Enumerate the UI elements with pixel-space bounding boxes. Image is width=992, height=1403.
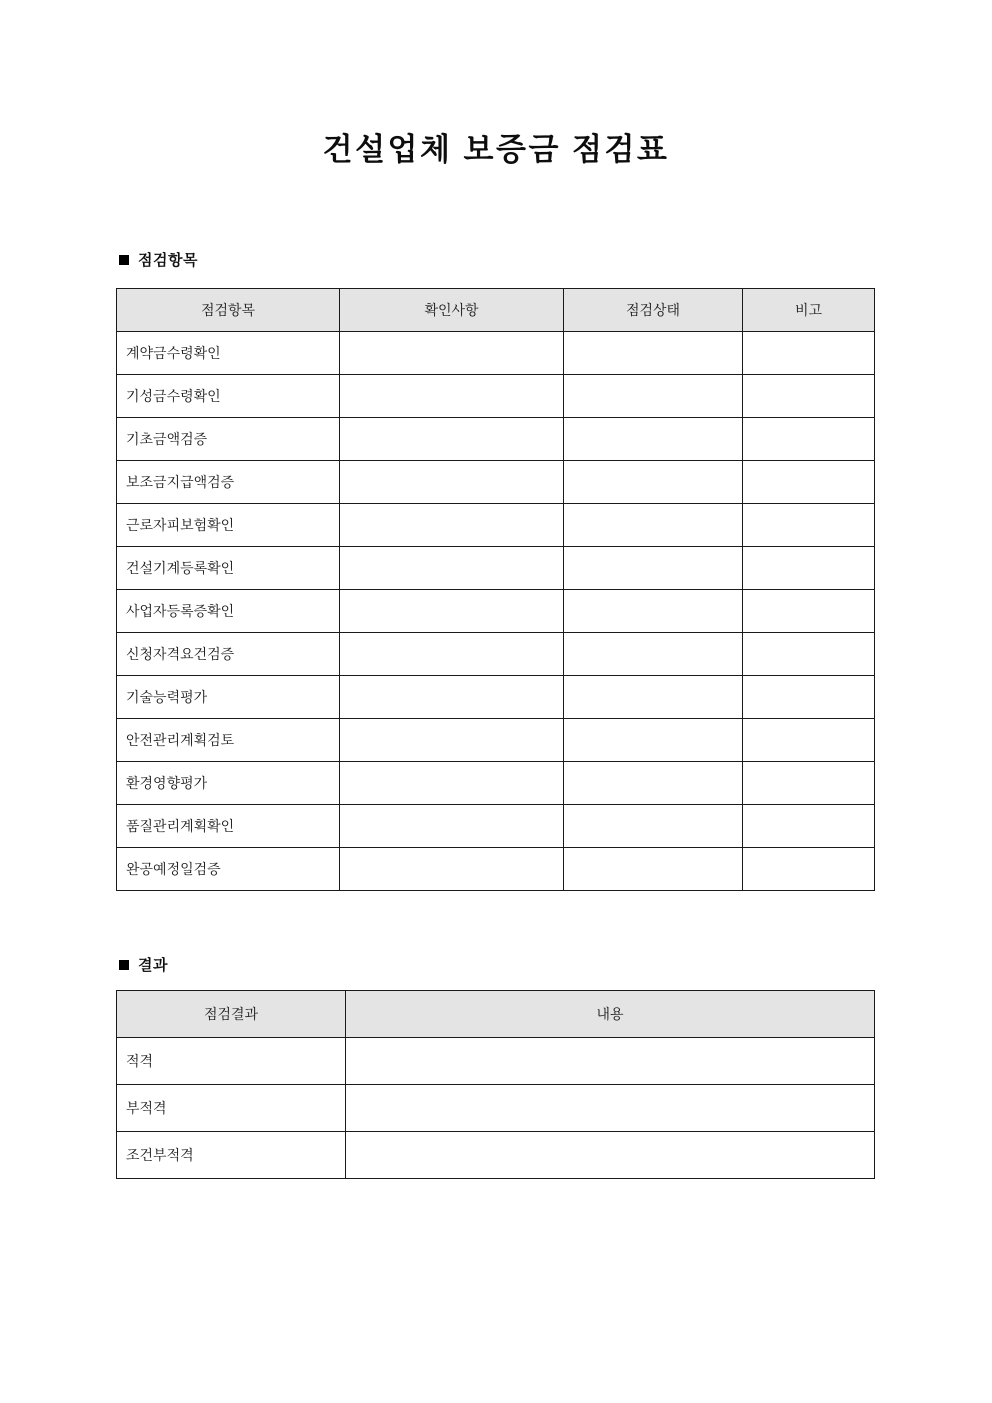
cell-item: 보조금지급액검증 [117, 461, 340, 504]
cell-check[interactable] [340, 418, 564, 461]
cell-item: 사업자등록증확인 [117, 590, 340, 633]
cell-check[interactable] [340, 504, 564, 547]
cell-status[interactable] [564, 504, 743, 547]
cell-check[interactable] [340, 547, 564, 590]
page-title: 건설업체 보증금 점검표 [322, 132, 670, 167]
cell-note[interactable] [743, 332, 875, 375]
table-row [117, 1085, 875, 1132]
cell-result: 부적격 [117, 1085, 346, 1132]
cell-item: 근로자피보험확인 [117, 504, 340, 547]
cell-status[interactable] [564, 375, 743, 418]
column-header-result: 점검결과 [117, 991, 346, 1038]
result-table [116, 990, 875, 1179]
table-row [117, 1132, 875, 1179]
cell-check[interactable] [340, 590, 564, 633]
table-row [117, 332, 875, 375]
cell-content[interactable] [346, 1038, 875, 1085]
table-header-row [117, 991, 875, 1038]
column-header-check: 확인사항 [340, 289, 564, 332]
section-heading-result [119, 954, 168, 975]
cell-status[interactable] [564, 805, 743, 848]
cell-note[interactable] [743, 762, 875, 805]
cell-note[interactable] [743, 848, 875, 891]
cell-item: 품질관리계획확인 [117, 805, 340, 848]
table-row [117, 848, 875, 891]
cell-status[interactable] [564, 332, 743, 375]
table-row [117, 590, 875, 633]
cell-content[interactable] [346, 1085, 875, 1132]
table-row [117, 762, 875, 805]
cell-status[interactable] [564, 633, 743, 676]
cell-note[interactable] [743, 375, 875, 418]
cell-item: 기초금액검증 [117, 418, 340, 461]
cell-check[interactable] [340, 762, 564, 805]
cell-status[interactable] [564, 547, 743, 590]
column-header-status: 점검상태 [564, 289, 743, 332]
cell-item: 건설기계등록확인 [117, 547, 340, 590]
cell-status[interactable] [564, 762, 743, 805]
table-header-row [117, 289, 875, 332]
square-bullet-icon [119, 255, 129, 265]
square-bullet-icon [119, 960, 129, 970]
cell-status[interactable] [564, 676, 743, 719]
cell-note[interactable] [743, 504, 875, 547]
cell-check[interactable] [340, 676, 564, 719]
section-heading-label: 결과 [138, 957, 168, 974]
cell-note[interactable] [743, 547, 875, 590]
column-header-item: 점검항목 [117, 289, 340, 332]
cell-check[interactable] [340, 461, 564, 504]
cell-item: 안전관리계획검토 [117, 719, 340, 762]
cell-status[interactable] [564, 719, 743, 762]
table-row [117, 805, 875, 848]
cell-note[interactable] [743, 719, 875, 762]
cell-check[interactable] [340, 332, 564, 375]
table-row [117, 461, 875, 504]
cell-result: 조건부적격 [117, 1132, 346, 1179]
cell-note[interactable] [743, 633, 875, 676]
cell-item: 계약금수령확인 [117, 332, 340, 375]
table-row [117, 676, 875, 719]
cell-note[interactable] [743, 590, 875, 633]
cell-note[interactable] [743, 461, 875, 504]
table-row [117, 375, 875, 418]
cell-item: 신청자격요건검증 [117, 633, 340, 676]
cell-note[interactable] [743, 418, 875, 461]
table-row [117, 1038, 875, 1085]
cell-status[interactable] [564, 418, 743, 461]
cell-content[interactable] [346, 1132, 875, 1179]
cell-note[interactable] [743, 676, 875, 719]
column-header-content: 내용 [346, 991, 875, 1038]
cell-item: 기성금수령확인 [117, 375, 340, 418]
cell-status[interactable] [564, 461, 743, 504]
cell-item: 완공예정일검증 [117, 848, 340, 891]
table-row [117, 504, 875, 547]
section-heading-inspection-items [119, 249, 198, 270]
section-heading-label: 점검항목 [138, 252, 198, 269]
table-row [117, 418, 875, 461]
table-row [117, 719, 875, 762]
inspection-items-table [116, 288, 875, 891]
cell-item: 환경영향평가 [117, 762, 340, 805]
cell-check[interactable] [340, 633, 564, 676]
cell-status[interactable] [564, 590, 743, 633]
cell-check[interactable] [340, 805, 564, 848]
cell-item: 기술능력평가 [117, 676, 340, 719]
table-row [117, 633, 875, 676]
table-row [117, 547, 875, 590]
column-header-note: 비고 [743, 289, 875, 332]
cell-note[interactable] [743, 805, 875, 848]
cell-check[interactable] [340, 719, 564, 762]
cell-status[interactable] [564, 848, 743, 891]
cell-result: 적격 [117, 1038, 346, 1085]
cell-check[interactable] [340, 848, 564, 891]
cell-check[interactable] [340, 375, 564, 418]
